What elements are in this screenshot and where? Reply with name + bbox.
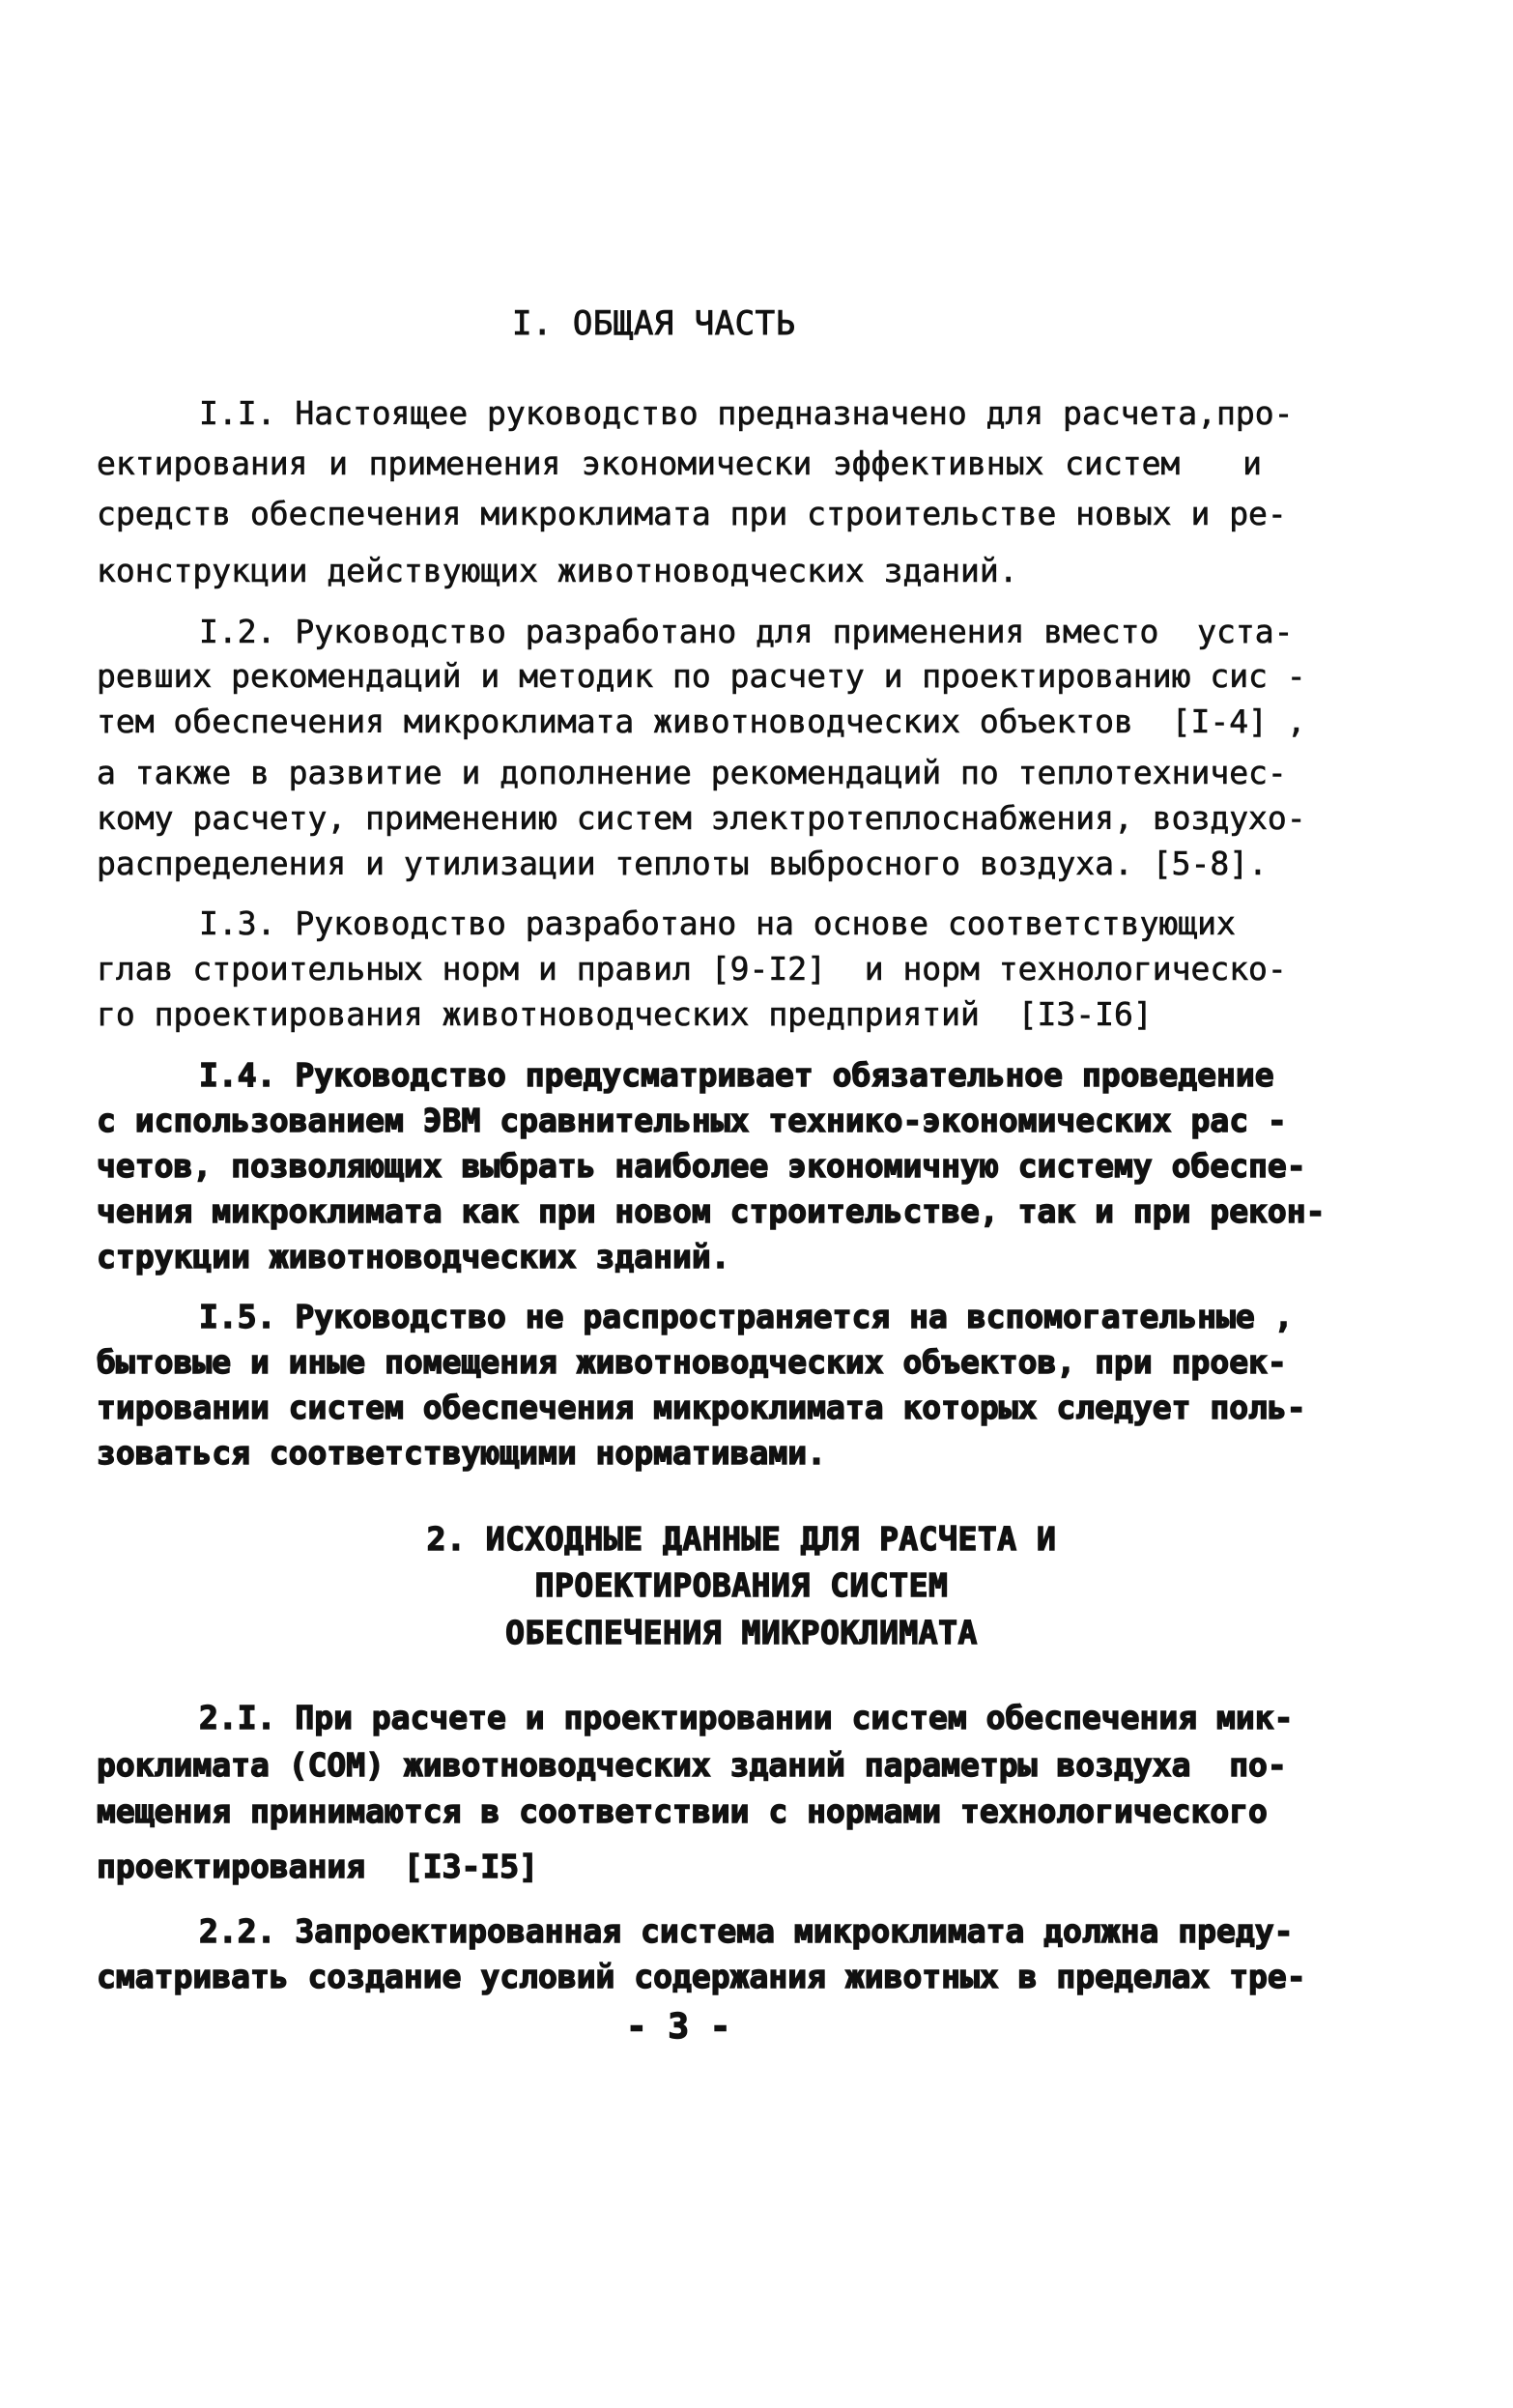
paragraph-1-4-line: струкции животноводческих зданий. <box>97 1238 730 1276</box>
paragraph-2-1-line: 2.I. При расчете и проектировании систем обеспечения мик- <box>199 1699 1294 1736</box>
page-number: - 3 - <box>626 2007 731 2047</box>
paragraph-2-2-line: сматривать создание условий содержания животных в пределах тре- <box>97 1958 1306 1995</box>
paragraph-1-4-line: I.4. Руководство предусматривает обязательное проведение <box>199 1056 1274 1094</box>
paragraph-1-1-line: конструкции действующих животноводческих зданий. <box>97 552 1018 589</box>
paragraph-1-2-line: I.2. Руководство разработано для применения вместо уста- <box>199 613 1294 650</box>
paragraph-1-5-line: бытовые и иные помещения животноводческих объектов, при проек- <box>97 1343 1287 1381</box>
paragraph-1-3-line: глав строительных норм и правил [9-I2] и норм технологическо- <box>97 950 1287 988</box>
paragraph-2-1-line: проектирования [I3-I5] <box>97 1848 538 1885</box>
paragraph-1-1-line: ектирования и применения экономически эффективных систем и <box>97 444 1262 482</box>
paragraph-1-2-line: распределения и утилизации теплоты выбросного воздуха. [5-8]. <box>97 845 1268 882</box>
paragraph-2-1-line: мещения принимаются в соответствии с нормами технологического <box>97 1792 1268 1830</box>
section-1-title: I. ОБЩАЯ ЧАСТЬ <box>512 304 796 343</box>
paragraph-1-5-line: зоваться соответствующими нормативами. <box>97 1434 826 1472</box>
paragraph-2-1-line: роклимата (СОМ) животноводческих зданий параметры воздуха по- <box>97 1746 1287 1784</box>
paragraph-1-2-line: ревших рекомендаций и методик по расчету и проектированию сис - <box>97 657 1306 695</box>
paragraph-1-1-line: I.I. Настоящее руководство предназначено для расчета,про- <box>199 394 1294 432</box>
paragraph-1-1-line: средств обеспечения микроклимата при строительстве новых и ре- <box>97 495 1287 532</box>
paragraph-1-4-line: четов, позволяющих выбрать наиболее экономичную систему обеспе- <box>97 1147 1306 1185</box>
paragraph-1-2-line: кому расчету, применению систем электротеплоснабжения, воздухо- <box>97 799 1306 837</box>
paragraph-1-2-line: а также в развитие и дополнение рекомендаций по теплотехничес- <box>97 754 1287 791</box>
section-2-title: ПРОЕКТИРОВАНИЯ СИСТЕМ <box>534 1566 949 1604</box>
paragraph-1-3-line: I.3. Руководство разработано на основе соответствующих <box>199 904 1236 942</box>
paragraph-1-5-line: I.5. Руководство не распространяется на вспомогательные , <box>199 1298 1294 1335</box>
paragraph-1-4-line: чения микроклимата как при новом строительстве, так и при рекон- <box>97 1192 1326 1230</box>
section-2-title: 2. ИСХОДНЫЕ ДАННЫЕ ДЛЯ РАСЧЕТА И <box>426 1520 1057 1558</box>
section-2-title: ОБЕСПЕЧЕНИЯ МИКРОКЛИМАТА <box>505 1614 978 1651</box>
paragraph-1-3-line: го проектирования животноводческих предприятий [I3-I6] <box>97 995 1153 1033</box>
paragraph-2-2-line: 2.2. Запроектированная система микроклимата должна преду- <box>199 1912 1294 1950</box>
paragraph-1-5-line: тировании систем обеспечения микроклимата которых следует поль- <box>97 1389 1306 1426</box>
paragraph-1-2-line: тем обеспечения микроклимата животноводческих объектов [I-4] , <box>97 702 1306 740</box>
paragraph-1-4-line: с использованием ЭВМ сравнительных технико-экономических рас - <box>97 1102 1287 1139</box>
